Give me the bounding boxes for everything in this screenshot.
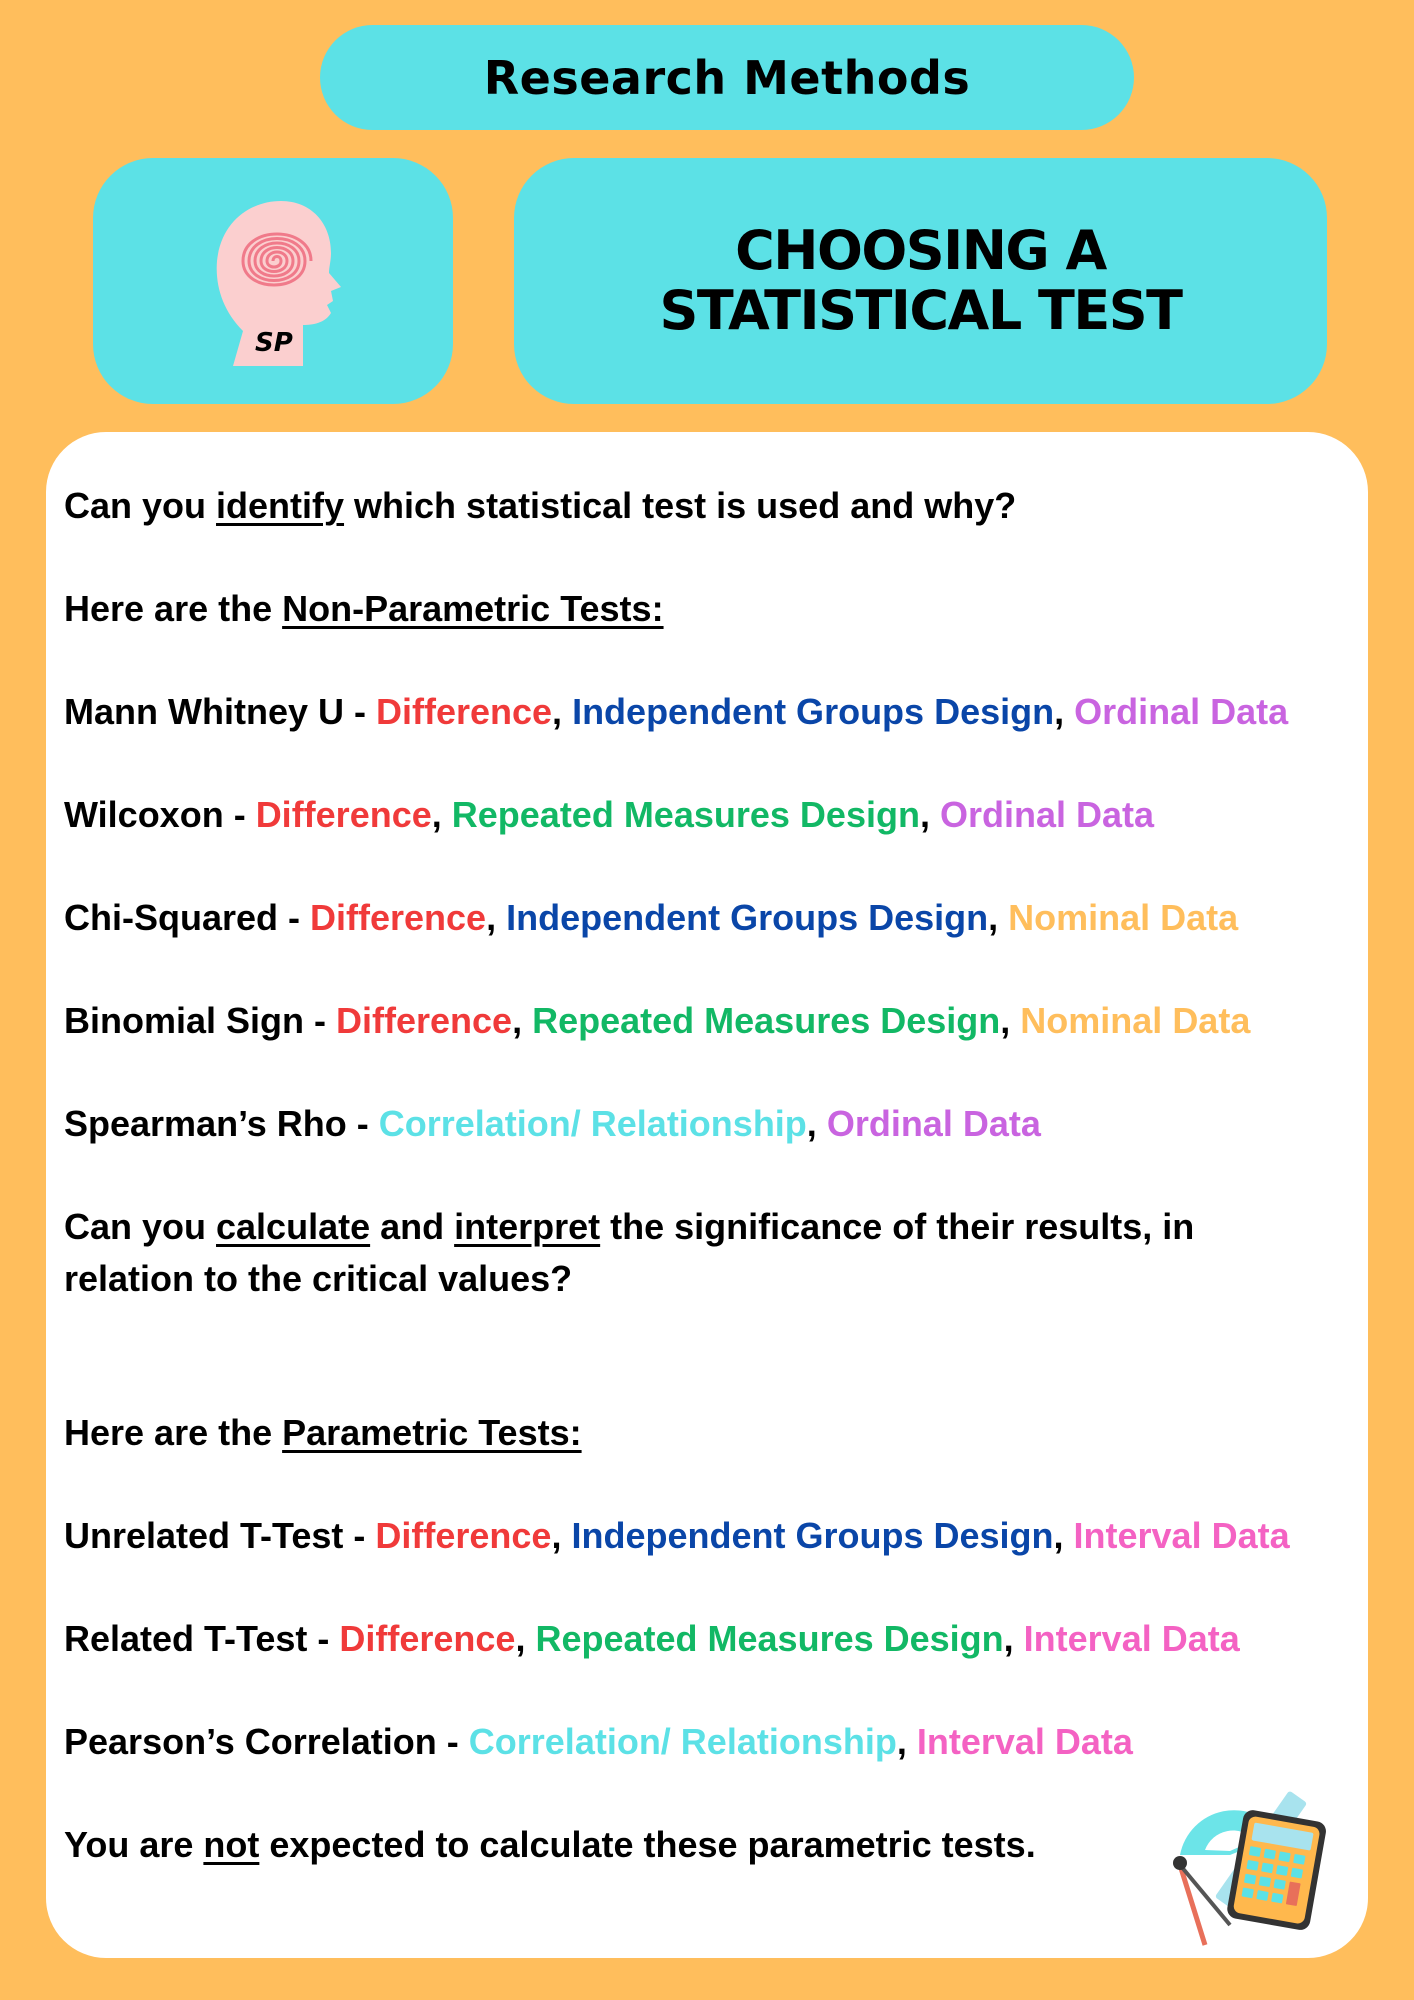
underlined-text: Non-Parametric Tests: — [282, 588, 664, 629]
tag-difference: Difference — [336, 1000, 513, 1041]
tag-difference: Difference — [375, 1515, 552, 1556]
test-row-binomial-sign — [64, 999, 1250, 1043]
text-segment: Here are the — [64, 588, 283, 629]
comma: , — [806, 1103, 827, 1144]
comma: , — [1003, 1618, 1024, 1659]
comma: , — [552, 691, 573, 732]
text-segment: the significance of their results, in — [600, 1206, 1195, 1247]
tag-repeated-measures: Repeated Measures Design — [535, 1618, 1004, 1659]
test-row-related-t-test — [64, 1617, 1240, 1661]
test-name: Pearson’s Correlation — [64, 1721, 437, 1762]
intro-question — [64, 484, 1016, 528]
test-name: Mann Whitney U — [64, 691, 344, 732]
underlined-text: interpret — [454, 1206, 601, 1247]
separator: - — [346, 1103, 379, 1144]
separator: - — [223, 794, 256, 835]
test-name: Spearman’s Rho — [64, 1103, 347, 1144]
test-name: Related T-Test — [64, 1618, 308, 1659]
separator: - — [436, 1721, 469, 1762]
page-title — [660, 221, 1182, 341]
separator: - — [307, 1618, 340, 1659]
test-name: Binomial Sign — [64, 1000, 305, 1041]
text-segment: relation to the critical values? — [64, 1258, 573, 1299]
test-row-wilcoxon — [64, 793, 1154, 837]
tag-difference: Difference — [339, 1618, 516, 1659]
header-pill — [320, 25, 1134, 130]
test-row-pearsons-correlation — [64, 1720, 1133, 1764]
tag-nominal-data: Nominal Data — [1008, 897, 1239, 938]
page-title-line-1: CHOOSING A — [735, 219, 1106, 282]
tag-independent-groups: Independent Groups Design — [572, 691, 1055, 732]
calculator-tools-icon — [1160, 1785, 1330, 1955]
comma: , — [551, 1515, 572, 1556]
comma: , — [1054, 691, 1075, 732]
tag-repeated-measures: Repeated Measures Design — [532, 1000, 1001, 1041]
tag-interval-data: Interval Data — [1023, 1618, 1240, 1659]
parametric-heading — [64, 1411, 582, 1455]
tag-ordinal-data: Ordinal Data — [1074, 691, 1289, 732]
text-segment: expected to calculate these parametric tests. — [259, 1824, 1036, 1865]
comma: , — [1053, 1515, 1074, 1556]
head-spiral-icon — [203, 191, 343, 371]
tag-difference: Difference — [375, 691, 553, 732]
tag-ordinal-data: Ordinal Data — [826, 1103, 1041, 1144]
test-row-chi-squared — [64, 896, 1238, 940]
tag-interval-data: Interval Data — [1073, 1515, 1290, 1556]
text-segment: Can you — [64, 1206, 217, 1247]
comma: , — [919, 794, 940, 835]
logo-initials: SP — [255, 328, 293, 358]
underlined-text: identify — [216, 485, 345, 526]
tag-nominal-data: Nominal Data — [1020, 1000, 1251, 1041]
text-segment: which statistical test is used and why? — [344, 485, 1017, 526]
test-name: Wilcoxon — [64, 794, 224, 835]
page-title-line-2: STATISTICAL TEST — [659, 279, 1182, 342]
test-row-unrelated-t-test — [64, 1514, 1290, 1558]
calculate-question-line-2 — [64, 1257, 572, 1301]
test-name: Unrelated T-Test — [64, 1515, 344, 1556]
tag-difference: Difference — [255, 794, 432, 835]
comma: , — [1000, 1000, 1021, 1041]
logo-box — [93, 158, 453, 404]
underlined-text: Parametric Tests: — [282, 1412, 582, 1453]
tag-correlation: Correlation/ Relationship — [378, 1103, 807, 1144]
calculate-question-line-1 — [64, 1205, 1194, 1249]
tag-interval-data: Interval Data — [916, 1721, 1133, 1762]
separator: - — [343, 1515, 376, 1556]
separator: - — [343, 691, 376, 732]
comma: , — [896, 1721, 917, 1762]
comma: , — [486, 897, 507, 938]
tag-ordinal-data: Ordinal Data — [939, 794, 1155, 835]
footer-note — [64, 1823, 1036, 1867]
content-card — [46, 432, 1368, 1958]
underlined-text: not — [203, 1824, 260, 1865]
test-name: Chi-Squared — [64, 897, 279, 938]
comma: , — [988, 897, 1009, 938]
tag-independent-groups: Independent Groups Design — [506, 897, 989, 938]
main-title-box — [514, 158, 1327, 404]
comma: , — [515, 1618, 536, 1659]
comma: , — [512, 1000, 533, 1041]
tag-correlation: Correlation/ Relationship — [468, 1721, 897, 1762]
text-segment: and — [370, 1206, 455, 1247]
header-title: Research Methods — [483, 50, 971, 105]
underlined-text: calculate — [216, 1206, 371, 1247]
text-segment: You are — [64, 1824, 204, 1865]
text-segment: Can you — [64, 485, 217, 526]
nonparametric-heading — [64, 587, 664, 631]
comma: , — [431, 794, 452, 835]
text-segment: Here are the — [64, 1412, 283, 1453]
tag-independent-groups: Independent Groups Design — [571, 1515, 1054, 1556]
separator: - — [304, 1000, 337, 1041]
separator: - — [278, 897, 311, 938]
tag-difference: Difference — [310, 897, 487, 938]
test-row-spearmans-rho — [64, 1102, 1041, 1146]
tag-repeated-measures: Repeated Measures Design — [451, 794, 920, 835]
test-row-mann-whitney — [64, 690, 1288, 734]
